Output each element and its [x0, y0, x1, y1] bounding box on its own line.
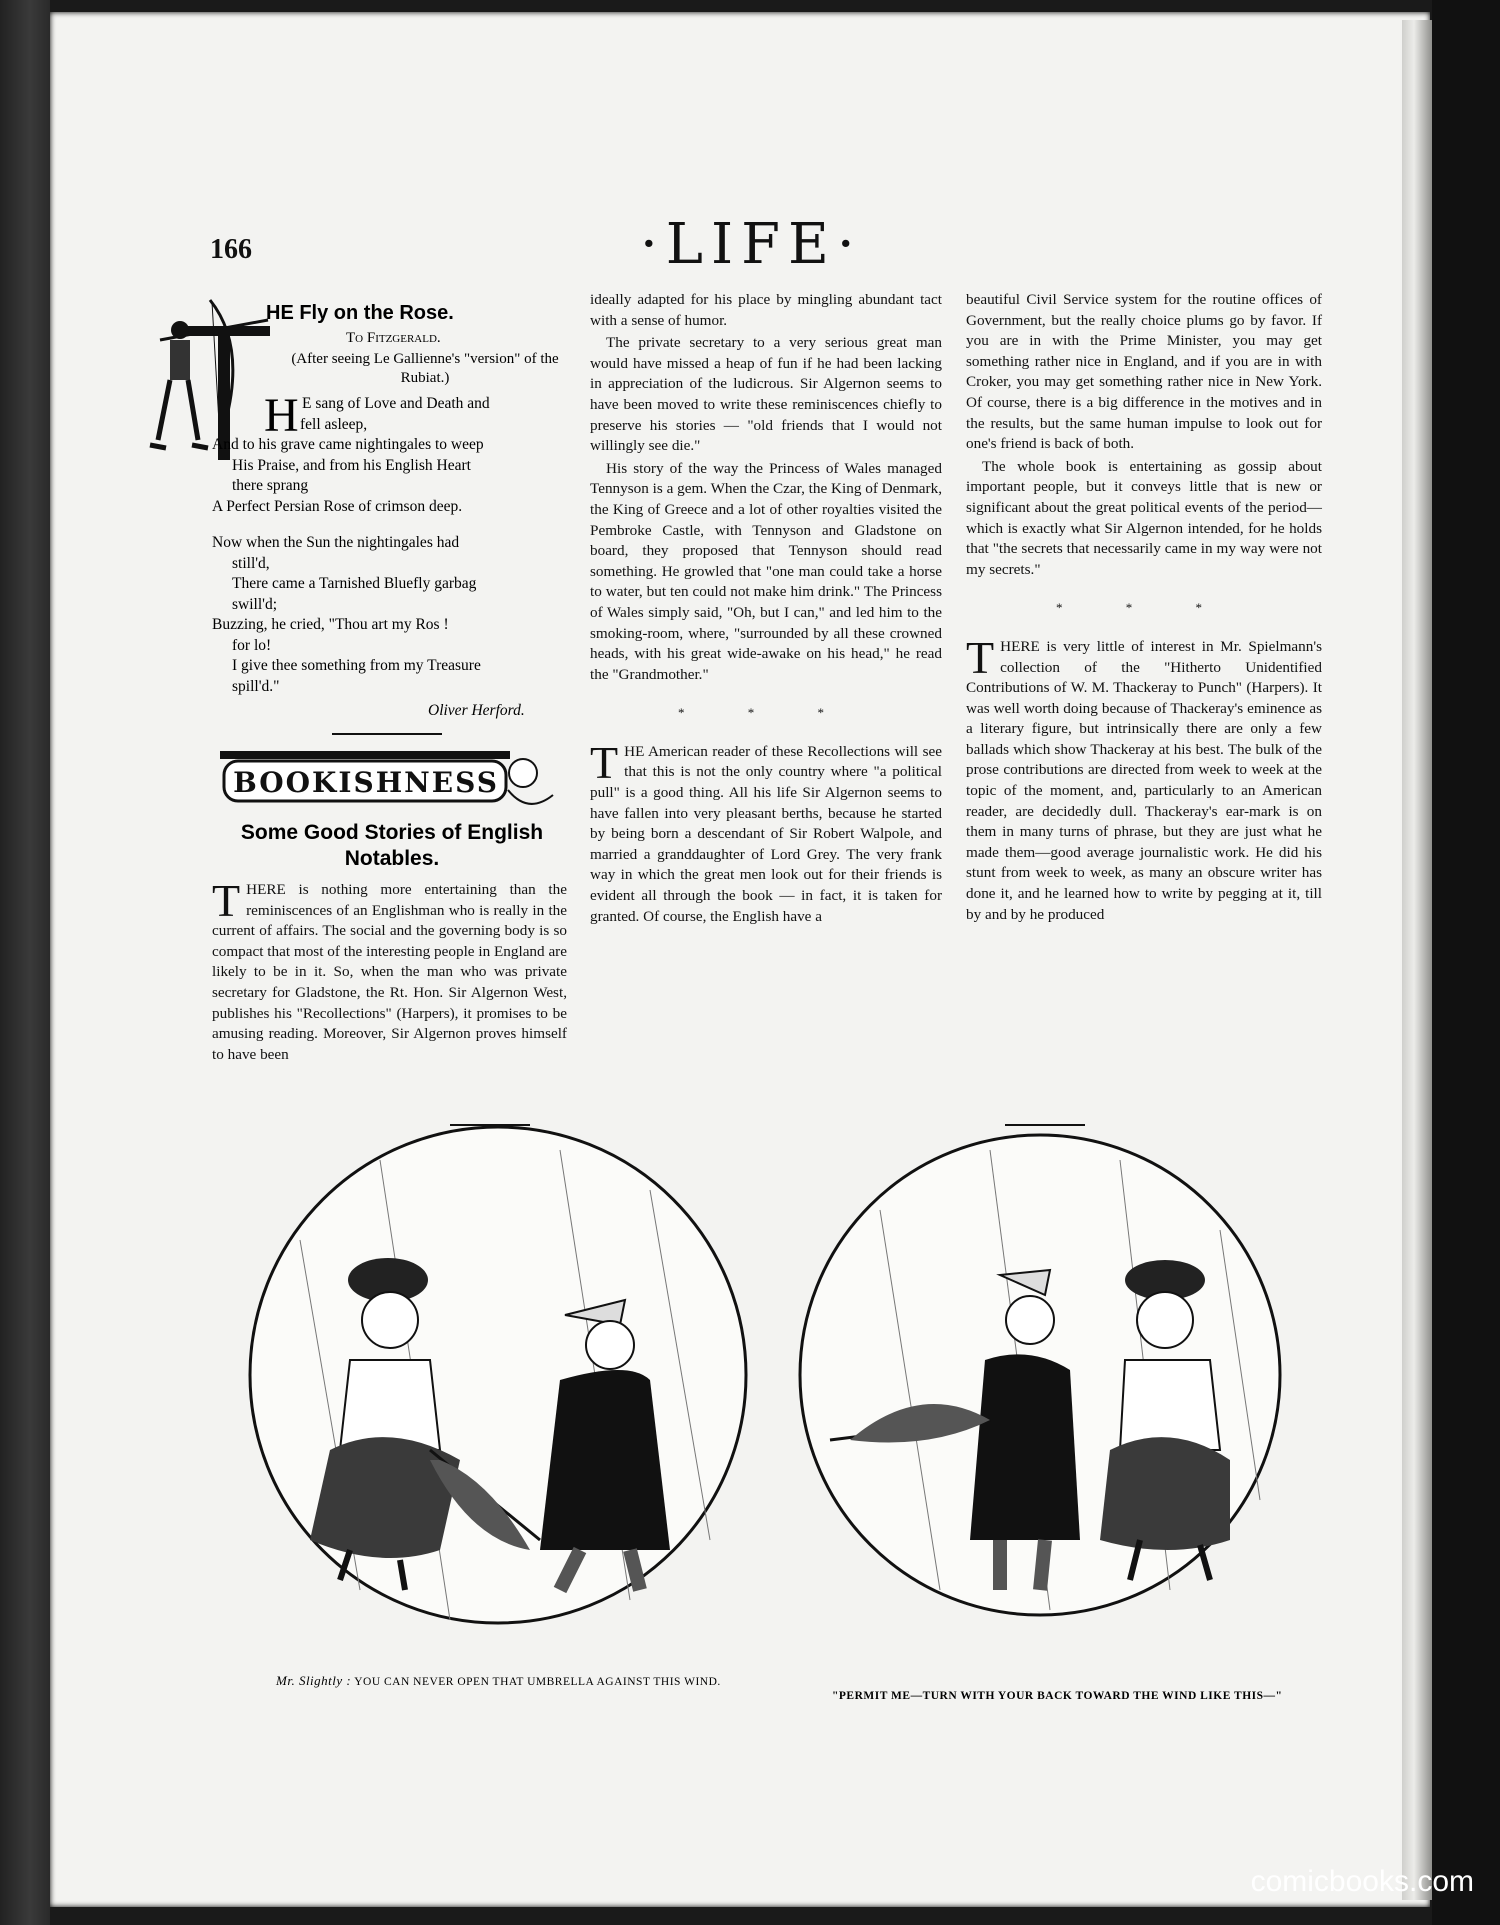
drop-cap: T: [966, 631, 995, 683]
article-text: HE American reader of these Recollections will see that this is not the only country where "a political pull" is a good thing. All his life Sir Algernon seems to have fallen into very pleasant berths, because he started by being born a descendant of Sir Robert Walpole, and married a granddaughter of Lord Grey. The very frank way in which the great men look out for their friends is evident all through the book — in fact, it is taken for granted. Of course, the English have a: [590, 742, 942, 925]
poem-line: There came a Tarnished Bluefly garbag: [232, 575, 477, 592]
caption-text: YOU CAN NEVER OPEN THAT UMBRELLA AGAINST THIS WIND.: [354, 1676, 721, 1688]
poem-line: A Perfect Persian Rose of crimson deep.: [212, 497, 463, 515]
cartoon-right-illustration: [790, 1120, 1300, 1630]
caption-speaker: Mr. Slightly :: [276, 1673, 352, 1688]
article-text: beautiful Civil Service system for the routine offices of Government, but the really choice plums go by favor. If you are in with the Prime Minister, you may get something rather nice in England, and if you are in with Croker, you may get something rather nice in New York. Of course, there is a big difference in the motives and in the results, but the same human impulse to look out for one's friend is back of both.: [966, 291, 1322, 453]
cartoon-right-caption: "PERMIT ME—TURN WITH YOUR BACK TOWARD THE WIND LIKE THIS—": [832, 1690, 1283, 1702]
article-text: His story of the way the Princess of Wales managed Tennyson is a gem. When the Czar, the King of Denmark, the King of Greece and a lot of other royalties visited the Pembroke Castle, with Tennyson and Gladstone on board, they proposed that Tennyson should read something. He growled that "one man could take a horse to water, but ten could not make him drink." The Princess of Wales simply said, "Oh, but I can," and led him to the smoking-room, where, "surrounded by all these crowned heads, with his great wide-awake on his head," he read the "Grandmother.": [590, 459, 942, 683]
article-column-1: [212, 875, 567, 1067]
poem-line: still'd,: [232, 554, 270, 572]
banner-text: BOOKISHNESS: [233, 766, 499, 799]
poem-subtitle: (After seeing Le Gallienne's "version" of the Rubiat.): [291, 351, 559, 386]
poem-line: His Praise, and from his English Heart: [232, 456, 471, 474]
poem-line: for lo!: [232, 636, 272, 654]
cartoon-left-caption: [276, 1672, 736, 1691]
article-text: HERE is nothing more entertaining than the reminiscences of an Englishman who is really in the current of affairs. The social and the governing body is so compact that most of the interesting people in England are likely to be in it. So, when the man who was private secretary for Gladstone, the Rt. Hon. Sir Algernon West, publishes his "Recollections" (Harpers), it promises to be amusing reading. Moreover, Sir Algernon proves himself to have been: [212, 881, 567, 1063]
poem-line: swill'd;: [232, 595, 277, 613]
watermark: comicbooks.com: [1250, 1865, 1474, 1898]
poem-author: Oliver Herford.: [428, 702, 525, 719]
drop-cap: T: [212, 875, 241, 926]
poem-body: [212, 389, 572, 697]
page-curl-edge: [1402, 20, 1432, 1900]
poem-line: And to his grave came nightingales to weep: [212, 436, 484, 453]
poem-line: Now when the Sun the nightingales had: [212, 534, 460, 551]
poem-line: E sang of Love and Death and: [302, 395, 490, 412]
article-headline: Some Good Stories of English Notables.: [240, 821, 544, 870]
poem-line: Buzzing, he cried, "Thou art my Ros !: [212, 616, 449, 633]
drop-cap: T: [590, 736, 619, 788]
article-column-2: [590, 290, 942, 929]
poem-dedication: To Fitzgerald.: [346, 330, 441, 346]
article-text: The private secretary to a very serious great man would have missed a heap of fun if he had been lacking in appreciation of the ludicrous. Sir Algernon seems to have been moved to write these reminiscences chiefly to preserve his stories — "old friends that I would not willingly see die.": [590, 334, 942, 455]
article-text: The whole book is entertaining as gossip about important people, but it conveys little that is new or significant about the great political events of the period—which is exactly what Sir Algernon intended, for he holds that "the secrets that necessarily came in my way were not my secrets.": [966, 457, 1322, 578]
poem-line: fell asleep,: [300, 415, 368, 433]
poem-line: I give thee something from my Treasure: [232, 657, 481, 674]
section-separator: * * *: [1056, 600, 1232, 616]
divider-rule: [332, 733, 442, 735]
bookishness-banner: [218, 745, 558, 820]
scan-left-edge: [0, 0, 50, 1925]
section-separator: * * *: [678, 705, 854, 721]
poem-title: HE Fly on the Rose.: [266, 302, 454, 324]
poem-line: spill'd.": [232, 677, 280, 695]
cartoon-left-illustration: [230, 1120, 750, 1630]
article-text: HERE is very little of interest in Mr. Spielmann's collection of the "Hitherto Unidentified Contributions of W. M. Thackeray to Punch" (Harpers). It was well worth doing because of Thackeray's eminence as a literary figure, but intrinsically there are only a few ballads which show Thackeray at his best. The bulk of the prose contributions are directed from week to week at the topic of the moment, and, particularly to an American reader, are decidedly dull. Thackeray's ear-mark is on them in many turns of phrase, but they are just what he made them—good average journalistic work. He did his stunt from week to week, as many an obscure writer has done it, and he learned how to write by pegging at it, till by and by he produced: [966, 637, 1322, 923]
page-number: 166: [210, 234, 252, 265]
article-column-3: [966, 290, 1322, 927]
article-text: ideally adapted for his place by mingling abundant tact with a sense of humor.: [590, 291, 942, 329]
poem-line: there sprang: [232, 477, 309, 494]
poem-drop-cap: H: [264, 389, 299, 442]
scan-right-edge: [1432, 0, 1500, 1925]
masthead: ·LIFE·: [640, 212, 863, 277]
